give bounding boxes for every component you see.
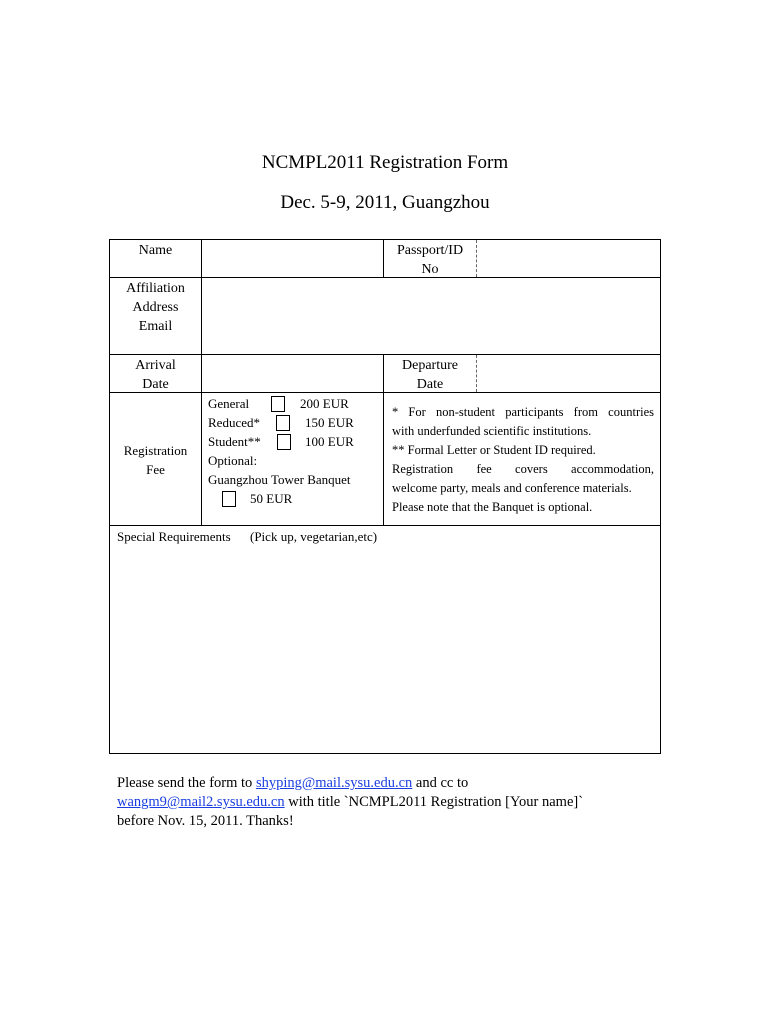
footer-line-2: wangm9@mail2.sysu.edu.cn with title `NCMPL2011 Registration [Your name]` [117,794,584,810]
passport-field[interactable] [478,240,660,277]
affiliation-field[interactable] [202,278,660,354]
departure-label: Departure Date [402,358,458,392]
special-requirements-label: Special Requirements [117,529,231,544]
student-label: Student** [208,434,261,449]
email-link-cc[interactable]: wangm9@mail2.sysu.edu.cn [117,794,285,810]
reduced-checkbox[interactable] [276,415,290,431]
name-label: Name [138,243,173,258]
banquet-amount: 50 EUR [250,491,293,506]
general-checkbox[interactable] [271,396,285,412]
arrival-date-field[interactable] [202,355,383,392]
email-link-primary[interactable]: shyping@mail.sysu.edu.cn [255,775,413,791]
optional-label: Optional: [208,453,258,468]
fee-label: Registration Fee [123,443,188,477]
affiliation-label: Affiliation Address Email [126,281,185,334]
special-requirements-hint: (Pick up, vegetarian,etc) [250,529,378,544]
departure-date-field[interactable] [478,355,660,392]
passport-label: Passport/ID No [396,243,464,277]
reduced-label: Reduced* [208,415,260,430]
name-field[interactable] [202,240,383,277]
student-amount: 100 EUR [305,434,354,449]
arrival-label: Arrival Date [135,358,176,392]
page-subtitle: Dec. 5-9, 2011, Guangzhou [280,192,490,213]
footer-line-3: before Nov. 15, 2011. Thanks! [117,813,294,829]
general-label: General [208,396,250,411]
reduced-amount: 150 EUR [305,415,354,430]
general-amount: 200 EUR [300,396,349,411]
special-requirements-field[interactable] [110,548,660,753]
banquet-checkbox[interactable] [222,491,236,507]
page-title: NCMPL2011 Registration Form [261,152,509,173]
footer-line-1: Please send the form to shyping@mail.sysu.edu.cn and cc to [117,775,469,791]
banquet-label: Guangzhou Tower Banquet [208,472,351,487]
student-checkbox[interactable] [277,434,291,450]
